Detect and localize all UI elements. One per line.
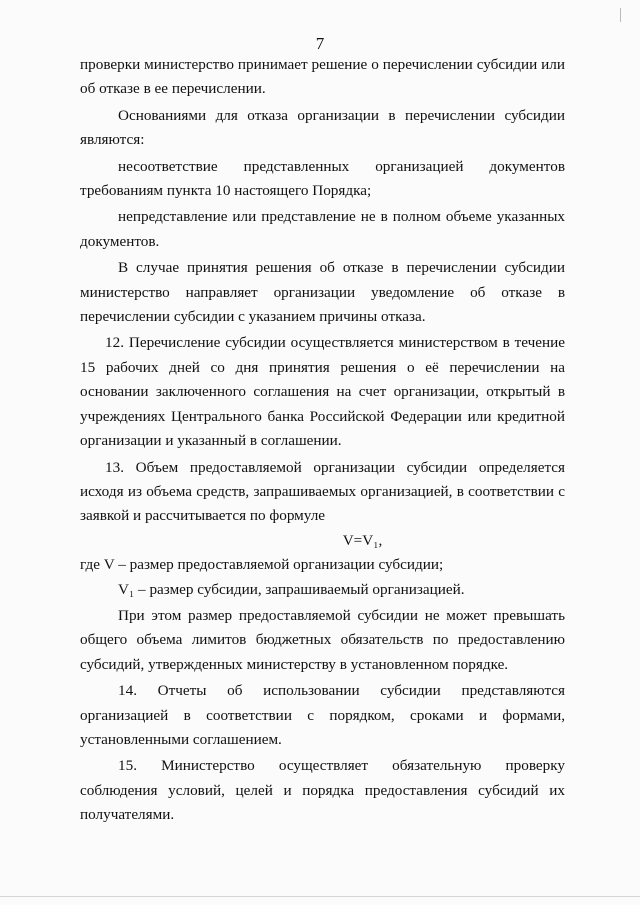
paragraph: 14. Отчеты об использовании субсидии представляются организацией в соответствии с порядком, сроками и формами, установленными соглашением. xyxy=(80,682,565,748)
paragraph: При этом размер предоставляемой субсидии не может превышать общего объема лимитов бюджетных обязательств по предоставлению субсидий, утвержденных министерству в установленном порядке. xyxy=(80,606,565,673)
scan-edge-bottom xyxy=(0,896,640,897)
paragraph: непредставление или представление не в полном объеме указанных документов. xyxy=(80,208,565,250)
paragraph: 13. Объем предоставляемой организации субсидии определяется исходя из объема средств, запрашиваемых организацией, в соответствии с заявкой и рассчитывается по формуле xyxy=(80,458,565,525)
paragraph: 12. Перечисление субсидии осуществляется министерством в течение 15 рабочих дней со дня принятия решения о её перечислении на основании заключенного соглашения на счет организации, открытый в учреждениях Центрального банка Российской Федерации или кредитной организации и указанный в соглашении. xyxy=(80,334,565,450)
paragraph: V₁ – размер субсидии, запрашиваемый организацией. xyxy=(118,580,465,598)
paragraph: В случае принятия решения об отказе в перечислении субсидии министерство направляет организации уведомление об отказе в перечислении субсидии с указанием причины отказа. xyxy=(80,259,565,326)
paragraph: 15. Министерство осуществляет обязательную проверку соблюдения условий, целей и порядка предоставления субсидий их получателями. xyxy=(80,757,565,824)
page-number: 7 xyxy=(315,34,325,53)
paragraph: несоответствие представленных организацией документов требованиям пункта 10 настоящего Порядка; xyxy=(80,157,565,200)
paragraph: Основаниями для отказа организации в перечислении субсидии являются: xyxy=(80,106,565,149)
formula: V=V₁, xyxy=(342,531,383,549)
document-body xyxy=(80,53,565,828)
paragraph: где V – размер предоставляемой организации субсидии; xyxy=(80,556,444,574)
paragraph: проверки министерство принимает решение о перечислении субсидии или об отказе в ее перечислении. xyxy=(80,56,565,98)
scan-edge-top xyxy=(620,8,621,22)
